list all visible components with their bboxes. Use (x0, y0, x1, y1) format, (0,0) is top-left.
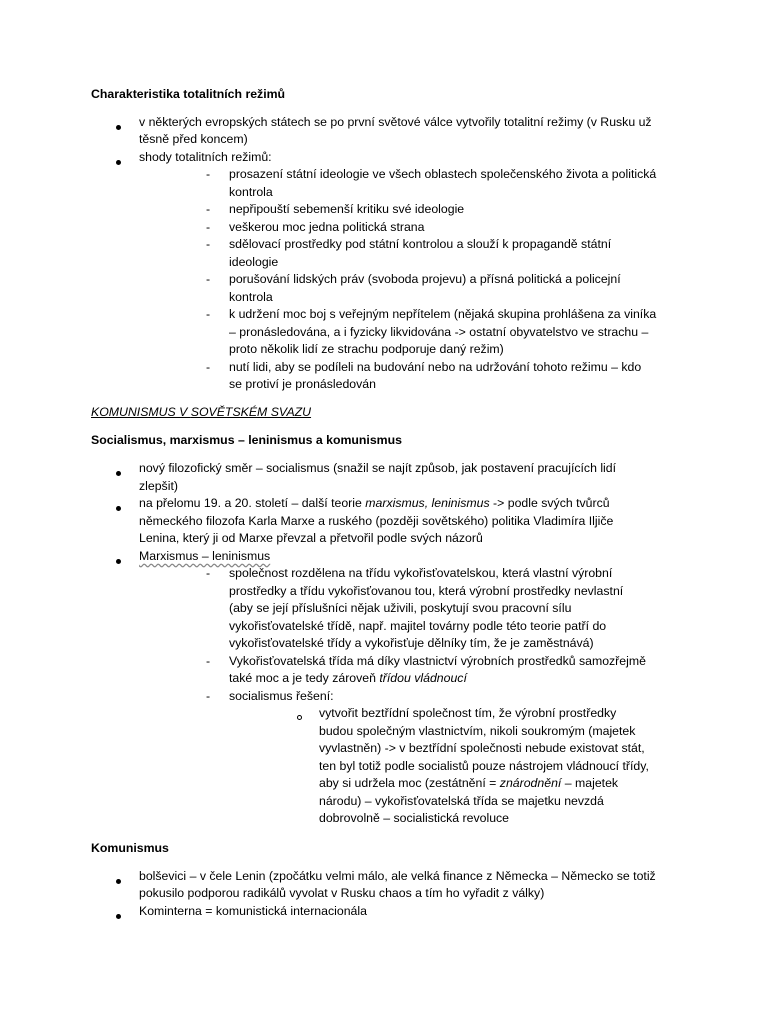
text-run: – majetek (561, 776, 619, 790)
subsublist-item-line: národu) – vykořisťovatelská třída se majetku nevzdá (319, 794, 604, 808)
sublist-item-line: Vykořisťovatelská třída má díky vlastnictví výrobních prostředků samozřejmě (229, 654, 646, 668)
list-item-line: těsně před koncem) (139, 132, 248, 146)
circle-bullet-icon (297, 715, 302, 720)
subsublist-item-line: vytvořit beztřídní společnost tím, že výrobní prostředky (319, 706, 617, 720)
section-heading-communism: Komunismus (91, 841, 169, 855)
sublist-item-line: prostředky a třídu vykořisťovanou tou, která výrobní prostředky nevlastní (229, 584, 624, 598)
subsublist-item-line: vyvlastněn) -> v beztřídní společnosti nebude existovat stát, (319, 741, 645, 755)
text-run: na přelomu 19. a 20. století – další teorie (139, 496, 366, 510)
sublist-item-line: kontrola (229, 290, 273, 304)
text-run: také moc a je tedy zároveň (229, 671, 380, 685)
list-item-line: německého filozofa Karla Marxe a ruského (později sovětského) politika Vladimíra Iljiče (139, 514, 614, 528)
list-item-line: bolševici – v čele Lenin (zpočátku velmi málo, ale velká finance z Německa – Německo se totiž (139, 869, 656, 883)
bullet-icon (116, 914, 121, 919)
dash-marker: - (206, 689, 211, 703)
bullet-icon (116, 506, 121, 511)
section-title-soviet (91, 404, 311, 421)
section-heading-totalitarian: Charakteristika totalitních režimů (91, 87, 286, 101)
section-title-part: KOMUNISMUS V (91, 405, 191, 419)
dash-marker: - (206, 167, 211, 181)
text-run-italic: marxismus, leninismus (365, 496, 490, 510)
dash-marker: - (206, 237, 211, 251)
subsublist-item-line (319, 775, 618, 792)
sublist-item-line: – pronásledována, a i fyzicky likvidována -> ostatní obyvatelstvo ve strachu – (229, 325, 649, 339)
bullet-icon (116, 125, 121, 130)
sublist-item-line: porušování lidských práv (svoboda projevu) a přísná politická a policejní (229, 272, 621, 286)
sublist-item-line: k udržení moc boj s veřejným nepřítelem (nějaká skupina prohlášena za viníka (229, 307, 657, 321)
bullet-icon (116, 471, 121, 476)
list-item-line (139, 495, 610, 512)
sublist-item-line: nutí lidi, aby se podíleli na budování nebo na udržování tohoto režimu – kdo (229, 360, 642, 374)
list-item-line: zlepšit) (139, 479, 178, 493)
sublist-item-line: nepřipouští sebemenší kritiku své ideologie (229, 202, 465, 216)
sublist-item-line: vykořisťovatelské třídy a vykořisťuje dělníky tím, že je zaměstnává) (229, 636, 594, 650)
sublist-item-line: (aby se její příslušníci nějak uživili, poskytují svou pracovní sílu (229, 601, 572, 615)
list-item-line: shody totalitních režimů: (139, 150, 272, 164)
dash-marker: - (206, 654, 211, 668)
sublist-item-line: kontrola (229, 185, 273, 199)
section-heading-socialism: Socialismus, marxismus – leninismus a komunismus (91, 433, 402, 447)
text-run: aby si udržela moc (zestátnění = (319, 776, 500, 790)
list-item-line: pokusilo podporou radikálů vyvolat v Rusku chaos a tím ho vyřadit z války) (139, 886, 545, 900)
dash-marker: - (206, 272, 211, 286)
list-item-line: nový filozofický směr – socialismus (snažil se najít způsob, jak postavení pracujících lidí (139, 461, 617, 475)
section-title-part: SOVĚTSKÉM SVAZU (190, 405, 312, 419)
sublist-item-line: prosazení státní ideologie ve všech oblastech společenského života a politická (229, 167, 657, 181)
dash-marker: - (206, 566, 211, 580)
sublist-item-line: veškerou moc jedna politická strana (229, 220, 425, 234)
text-run-italic: třídou vládnoucí (379, 671, 467, 685)
sublist-item-line: se protiví je pronásledován (229, 377, 376, 391)
text-run-italic: znárodnění (499, 776, 562, 790)
sublist-item-line: společnost rozdělena na třídu vykořisťovatelskou, která vlastní výrobní (229, 566, 613, 580)
sublist-item-line: vykořisťovatelské třídě, např. majitel továrny podle této teorie patří do (229, 619, 607, 633)
text-run: -> podle svých tvůrců (489, 496, 610, 510)
sublist-item-line (229, 670, 467, 687)
subsublist-item-line: budou společným vlastnictvím, nikoli soukromým (majetek (319, 724, 636, 738)
list-item-line: v některých evropských státech se po první světové válce vytvořily totalitní režimy (v Rusku už (139, 115, 652, 129)
sublist-item-line: sdělovací prostředky pod státní kontrolou a slouží k propagandě státní (229, 237, 612, 251)
bullet-icon (116, 559, 121, 564)
dash-marker: - (206, 307, 211, 321)
sublist-item-line: socialismus řešení: (229, 689, 334, 703)
list-item-line: Lenina, který ji od Marxe převzal a přetvořil podle svých názorů (139, 531, 483, 545)
bullet-icon (116, 879, 121, 884)
dash-marker: - (206, 360, 211, 374)
bullet-icon (116, 160, 121, 165)
subsublist-item-line: ten byl totiž podle socialistů pouze nástrojem vládnoucí třídy, (319, 759, 649, 773)
sublist-item-line: ideologie (229, 255, 279, 269)
list-item-line: Marxismus – leninismus (139, 549, 271, 563)
dash-marker: - (206, 202, 211, 216)
subsublist-item-line: dobrovolně – socialistická revoluce (319, 811, 510, 825)
list-item-line: Kominterna = komunistická internacionála (139, 904, 367, 918)
sublist-item-line: proto několik lidí ze strachu podporuje daný režim) (229, 342, 504, 356)
dash-marker: - (206, 220, 211, 234)
